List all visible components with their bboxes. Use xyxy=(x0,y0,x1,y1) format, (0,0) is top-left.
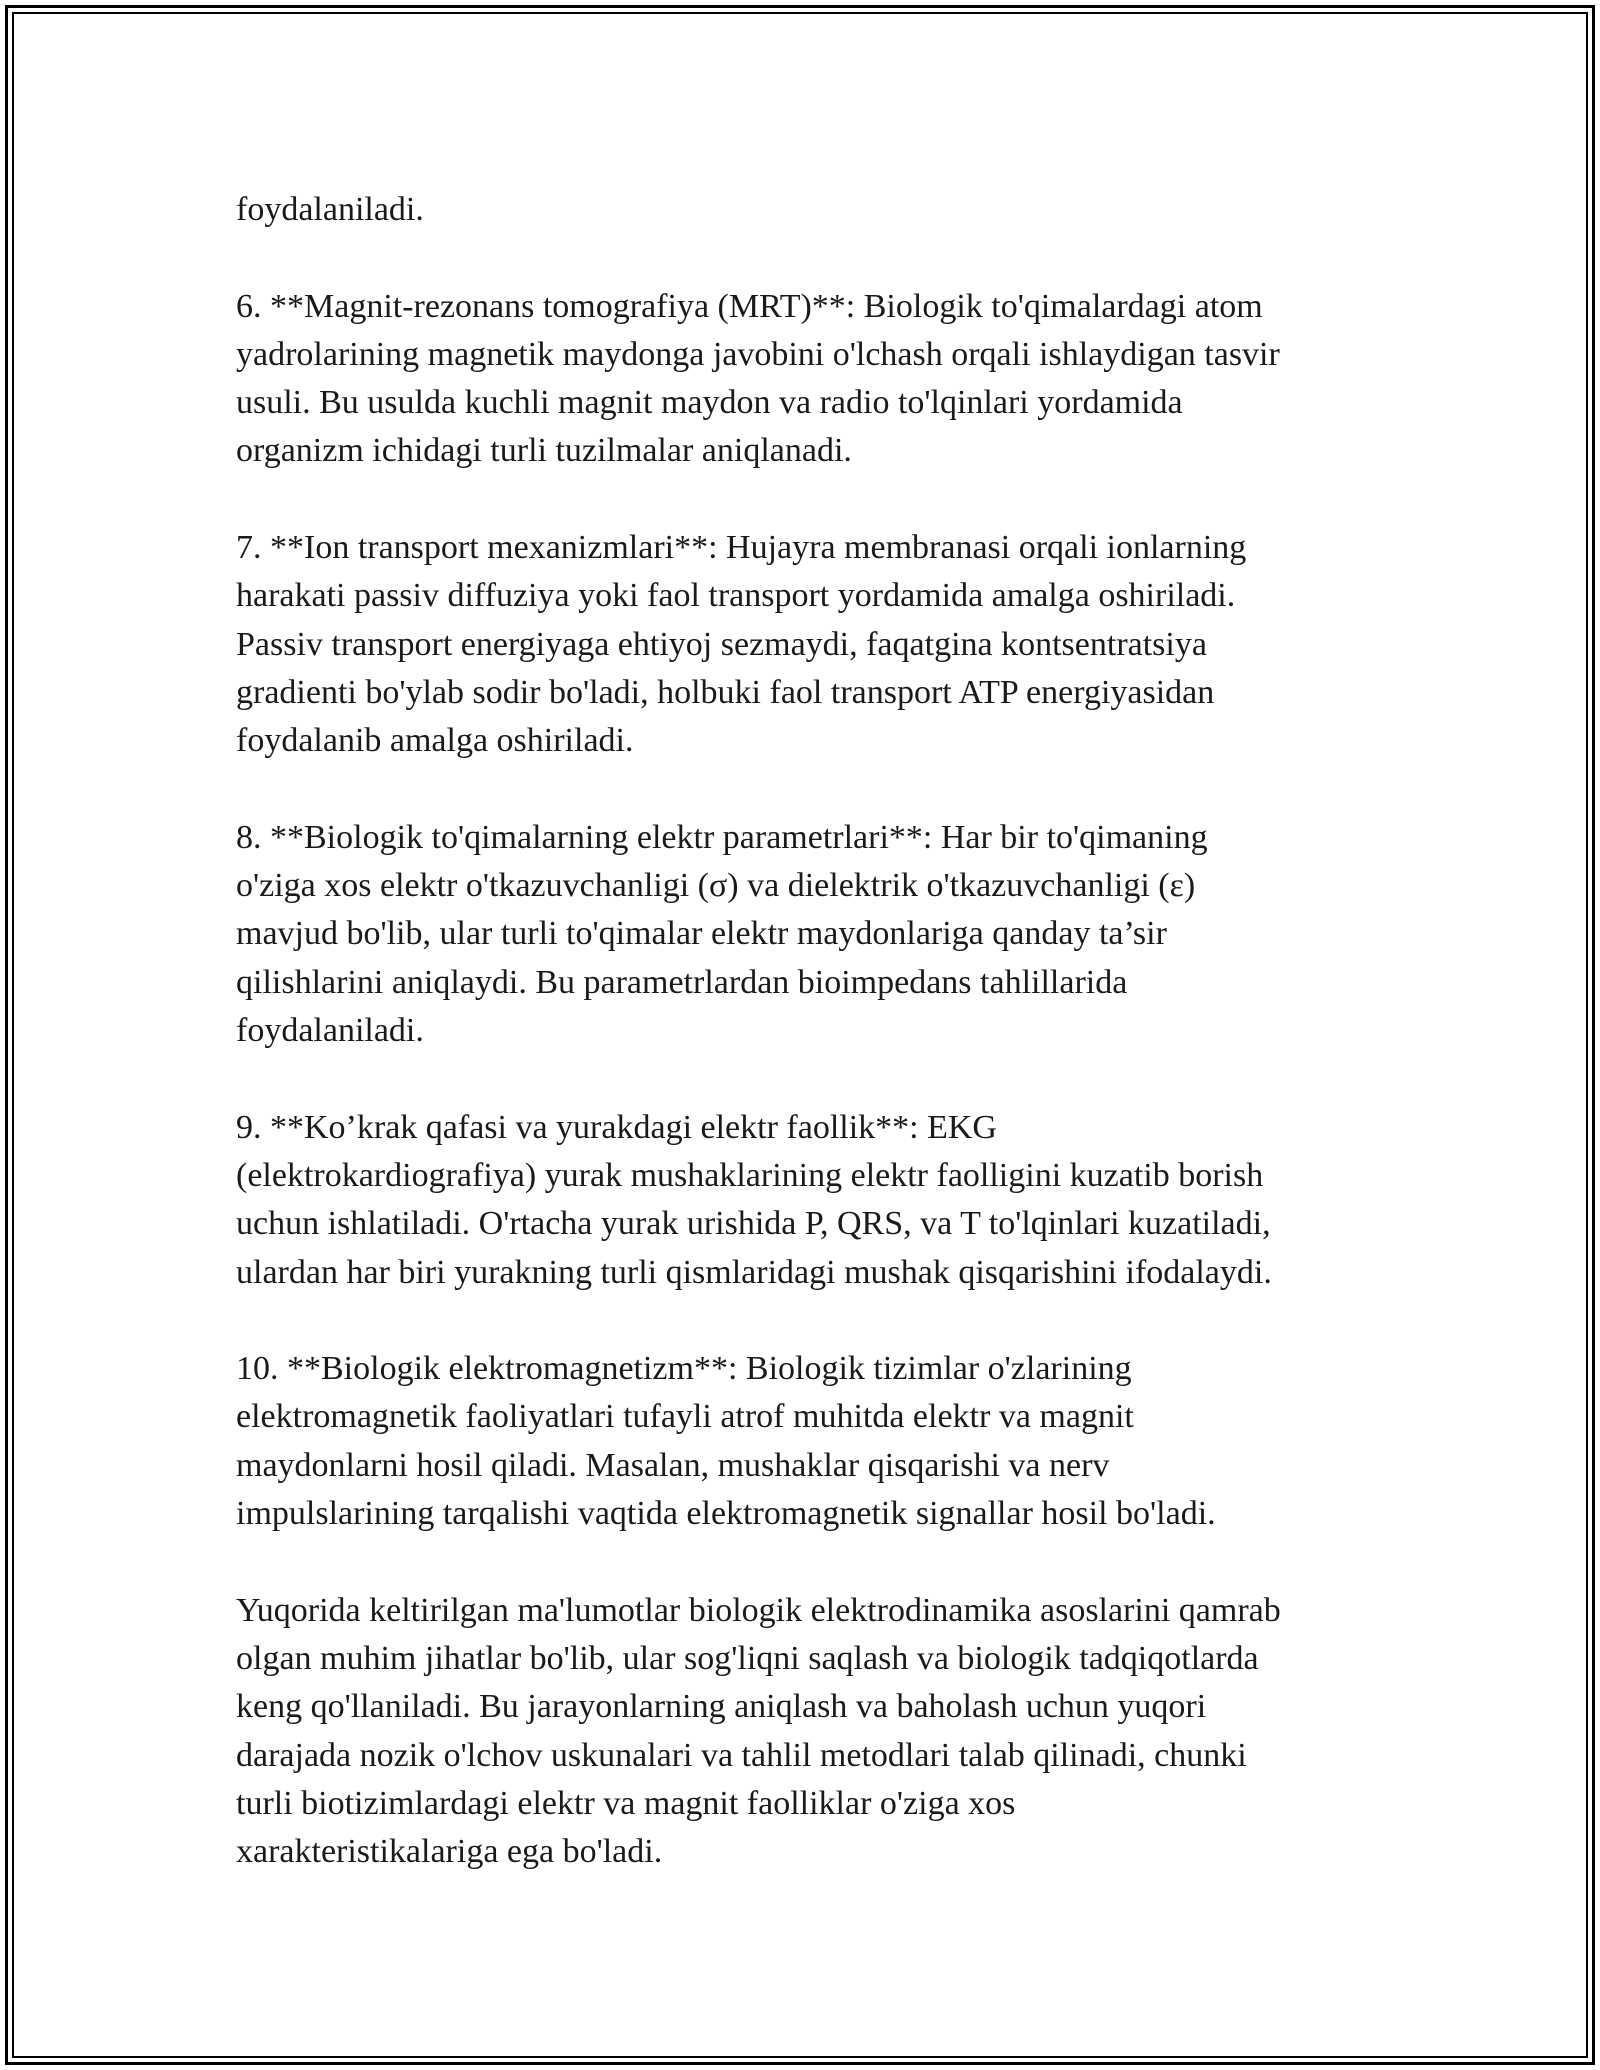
paragraph-item-10-bioelectromagnetism: 10. **Biologik elektromagnetizm**: Biologik tizimlar o'zlarining elektromagnetik faoliyatlari tufayli atrof muhitda elektr va magnit maydonlarni hosil qiladi. Masalan, mushaklar qisqarishi va nerv impulslarining tarqalishi vaqtida elektromagnetik signallar hosil bo'ladi. xyxy=(236,1350,1216,1533)
paragraph-item-7-ion-transport: 7. **Ion transport mexanizmlari**: Hujayra membranasi orqali ionlarning harakati passiv diffuziya yoki faol transport yordamida amalga oshiriladi. Passiv transport energiyaga ehtiyoj sezmaydi, faqatgina kontsentratsiya gradienti bo'ylab sodir bo'ladi, holbuki faol transport ATP energiyasidan foydalanib amalga oshiriladi. xyxy=(236,529,1247,760)
document-body xyxy=(236,186,1386,1876)
paragraph-item-6-mrt: 6. **Magnit-rezonans tomografiya (MRT)**: Biologik to'qimalardagi atom yadrolarining magnetik maydonga javobini o'lchash orqali ishlaydigan tasvir usuli. Bu usulda kuchli magnit maydon va radio to'lqinlari yordamida organizm ichidagi turli tuzilmalar aniqlanadi. xyxy=(236,287,1280,470)
paragraph-continuation: foydalaniladi. xyxy=(236,191,424,228)
paragraph-conclusion: Yuqorida keltirilgan ma'lumotlar biologik elektrodinamika asoslarini qamrab olgan muhim jihatlar bo'lib, ular sog'liqni saqlash va biologik tadqiqotlarda keng qo'llaniladi. Bu jarayonlarning aniqlash va baholash uchun yuqori darajada nozik o'lchov uskunalari va tahlil metodlari talab qilinadi, chunki turli biotizimlardagi elektr va magnit faolliklar o'ziga xos xarakteristikalariga ega bo'ladi. xyxy=(236,1591,1281,1871)
paragraph-item-9-ekg: 9. **Ko’krak qafasi va yurakdagi elektr faollik**: EKG (elektrokardiografiya) yurak mushaklarining elektr faolligini kuzatib borish uchun ishlatiladi. O'rtacha yurak urishida P, QRS, va T to'lqinlari kuzatiladi, ulardan har biri yurakning turli qismlaridagi mushak qisqarishini ifodalaydi. xyxy=(236,1108,1272,1291)
paragraph-item-8-electric-parameters: 8. **Biologik to'qimalarning elektr parametrlari**: Har bir to'qimaning o'ziga xos elektr o'tkazuvchanligi (σ) va dielektrik o'tkazuvchanligi (ε) mavjud bo'lib, ular turli to'qimalar elektr maydonlariga qanday ta’sir qilishlarini aniqlaydi. Bu parametrlardan bioimpedans tahlillarida foydalaniladi. xyxy=(236,818,1208,1050)
